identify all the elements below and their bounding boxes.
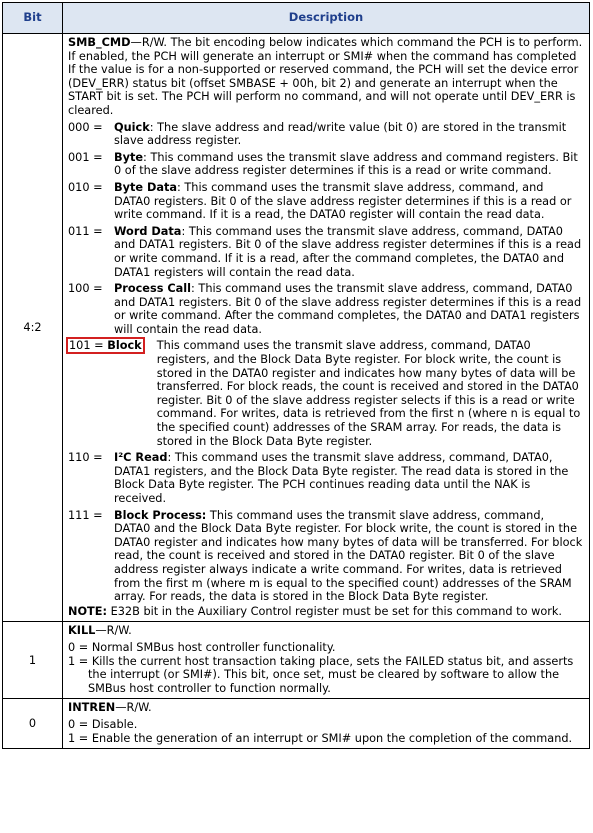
- encoding-item: [68, 121, 583, 148]
- field-name: SMB_CMD: [68, 36, 131, 49]
- encoding-name: Block: [107, 339, 142, 353]
- description-cell: [63, 622, 590, 699]
- encoding-code: [68, 339, 143, 448]
- encoding-text: This command uses the transmit slave address, command, DATA0 registers, and the Block Data Byte register. For block write, the count is stored in the DATA0 register and indicates how many bytes of data will be transferred. For block reads, the count is received and stored in the DATA0 register. Bit 0 of the slave address register selects if this is a read or write command. For writes, data is retrieved from the first n (where n is equal to the specified count) addresses of the SRAM array. For reads, the data is stored in the Block Data Byte register.: [156, 339, 581, 448]
- encoding-code: 100 =: [68, 282, 103, 296]
- encoding-code: 111 =: [68, 508, 103, 522]
- encoding-item: [68, 225, 583, 279]
- field-intro: [68, 701, 583, 715]
- field-intro: [68, 624, 583, 638]
- encoding-text: This command uses the transmit slave address, command, DATA0 and the Block Data Byte register. For block write, the count is stored in the DATA0 register and indicates how many bytes of data will be transferred. For block read, the count is received and stored in the DATA0 register. Bit 0 of the slave address register always indicate a write command. For writes, data is retrieved from the first m (where m is equal to the specified count) addresses of the SRAM array. For reads, the data is stored in the Block Data Byte register.: [114, 508, 583, 604]
- value-line: 1 = Kills the current host transaction taking place, sets the FAILED status bit, and asserts the interrupt (or SMI#). This bit, once set, must be cleared by software to allow the SMBus host controller to function normally.: [68, 654, 574, 695]
- encoding-text: : This command uses the transmit slave address, command, DATA0, DATA1 registers, and the Block Data Byte register. The read data is stored in the Block Data Byte register. The PCH continues reading data until the NAK is received.: [114, 451, 569, 505]
- table-row: [3, 34, 590, 622]
- bit-value: 0: [3, 699, 63, 749]
- encoding-name: Word Data: [114, 224, 182, 238]
- encoding-name: Byte: [114, 150, 144, 164]
- encoding-text: : This command uses the transmit slave address, command, DATA0 and DATA1 registers. Bit 0 of the slave address register determines if this is a read or write command. After the command completes, the DATA0 and DATA1 registers will contain the read data.: [114, 282, 582, 336]
- encoding-code: 000 =: [68, 120, 103, 134]
- value-line: 0 = Disable.: [68, 717, 138, 731]
- encoding-text: : This command uses the transmit slave address, command, and DATA0 registers. Bit 0 of the slave address register determines if this is a read or write command. If it is a read, the DATA0 register will contain the read data.: [114, 180, 572, 222]
- encoding-code: 001 =: [68, 150, 103, 164]
- table-row: [3, 622, 590, 699]
- description-cell: [63, 699, 590, 749]
- register-bit-table: [2, 2, 590, 749]
- encoding-code: 110 =: [68, 451, 103, 465]
- encoding-name: Process Call: [114, 282, 192, 296]
- encoding-text: : This command uses the transmit slave address and command registers. Bit 0 of the slave address register determines if this is a read or write command.: [114, 150, 578, 178]
- encoding-code-text: 101 =: [69, 339, 104, 353]
- field-name: KILL: [68, 624, 96, 638]
- encoding-name: Byte Data: [114, 180, 177, 194]
- encoding-item: [68, 181, 583, 222]
- encoding-name: Block Process:: [114, 508, 207, 522]
- encoding-item-highlighted: [68, 339, 583, 448]
- encoding-code: 011 =: [68, 224, 103, 238]
- description-cell: [63, 34, 590, 622]
- bit-column-header: Bit: [3, 3, 63, 34]
- bit-value: 4:2: [3, 34, 63, 622]
- encoding-item: [68, 151, 583, 178]
- field-access: —R/W.: [95, 624, 132, 638]
- table-header-row: [3, 3, 590, 34]
- bit-value: 1: [3, 622, 63, 699]
- value-line: 0 = Normal SMBus host controller functionality.: [68, 640, 336, 654]
- note-text: E32B bit in the Auxiliary Control register must be set for this command to work.: [107, 604, 563, 618]
- encoding-name: I²C Read: [114, 451, 168, 465]
- description-column-header: Description: [63, 3, 590, 34]
- encoding-item: [68, 509, 583, 604]
- field-intro: [68, 36, 583, 118]
- field-access: —R/W.: [115, 701, 152, 715]
- value-line: 1 = Enable the generation of an interrupt or SMI# upon the completion of the command.: [68, 731, 573, 745]
- encoding-item: [68, 282, 583, 336]
- encoding-item: [68, 451, 583, 505]
- encoding-name: Quick: [114, 120, 150, 134]
- note: [68, 605, 583, 619]
- highlight-box: [68, 339, 143, 352]
- field-description: The bit encoding below indicates which command the PCH is to perform. If enabled, the PCH will generate an interrupt or SMI# when the command has completed If the value is for a non-supported or reserved command, the PCH will set the device error (DEV_ERR) status bit (offset SMBASE + 00h, bit 2) and generate an interrupt when the START bit is set. The PCH will perform no command, and will not operate until DEV_ERR is cleared.: [68, 36, 583, 117]
- note-label: NOTE:: [68, 604, 107, 618]
- field-name: INTREN: [68, 701, 116, 715]
- field-access: —R/W.: [130, 36, 167, 49]
- table-row: [3, 699, 590, 749]
- encoding-text: : The slave address and read/write value (bit 0) are stored in the transmit slave address register.: [114, 120, 567, 148]
- encoding-code: 010 =: [68, 180, 103, 194]
- encoding-text: : This command uses the transmit slave address, command, DATA0 and DATA1 registers. Bit 0 of the slave address register determines if this is a read or write command. If it is a read, after the command completes, the DATA0 and DATA1 registers will contain the read data.: [114, 224, 582, 279]
